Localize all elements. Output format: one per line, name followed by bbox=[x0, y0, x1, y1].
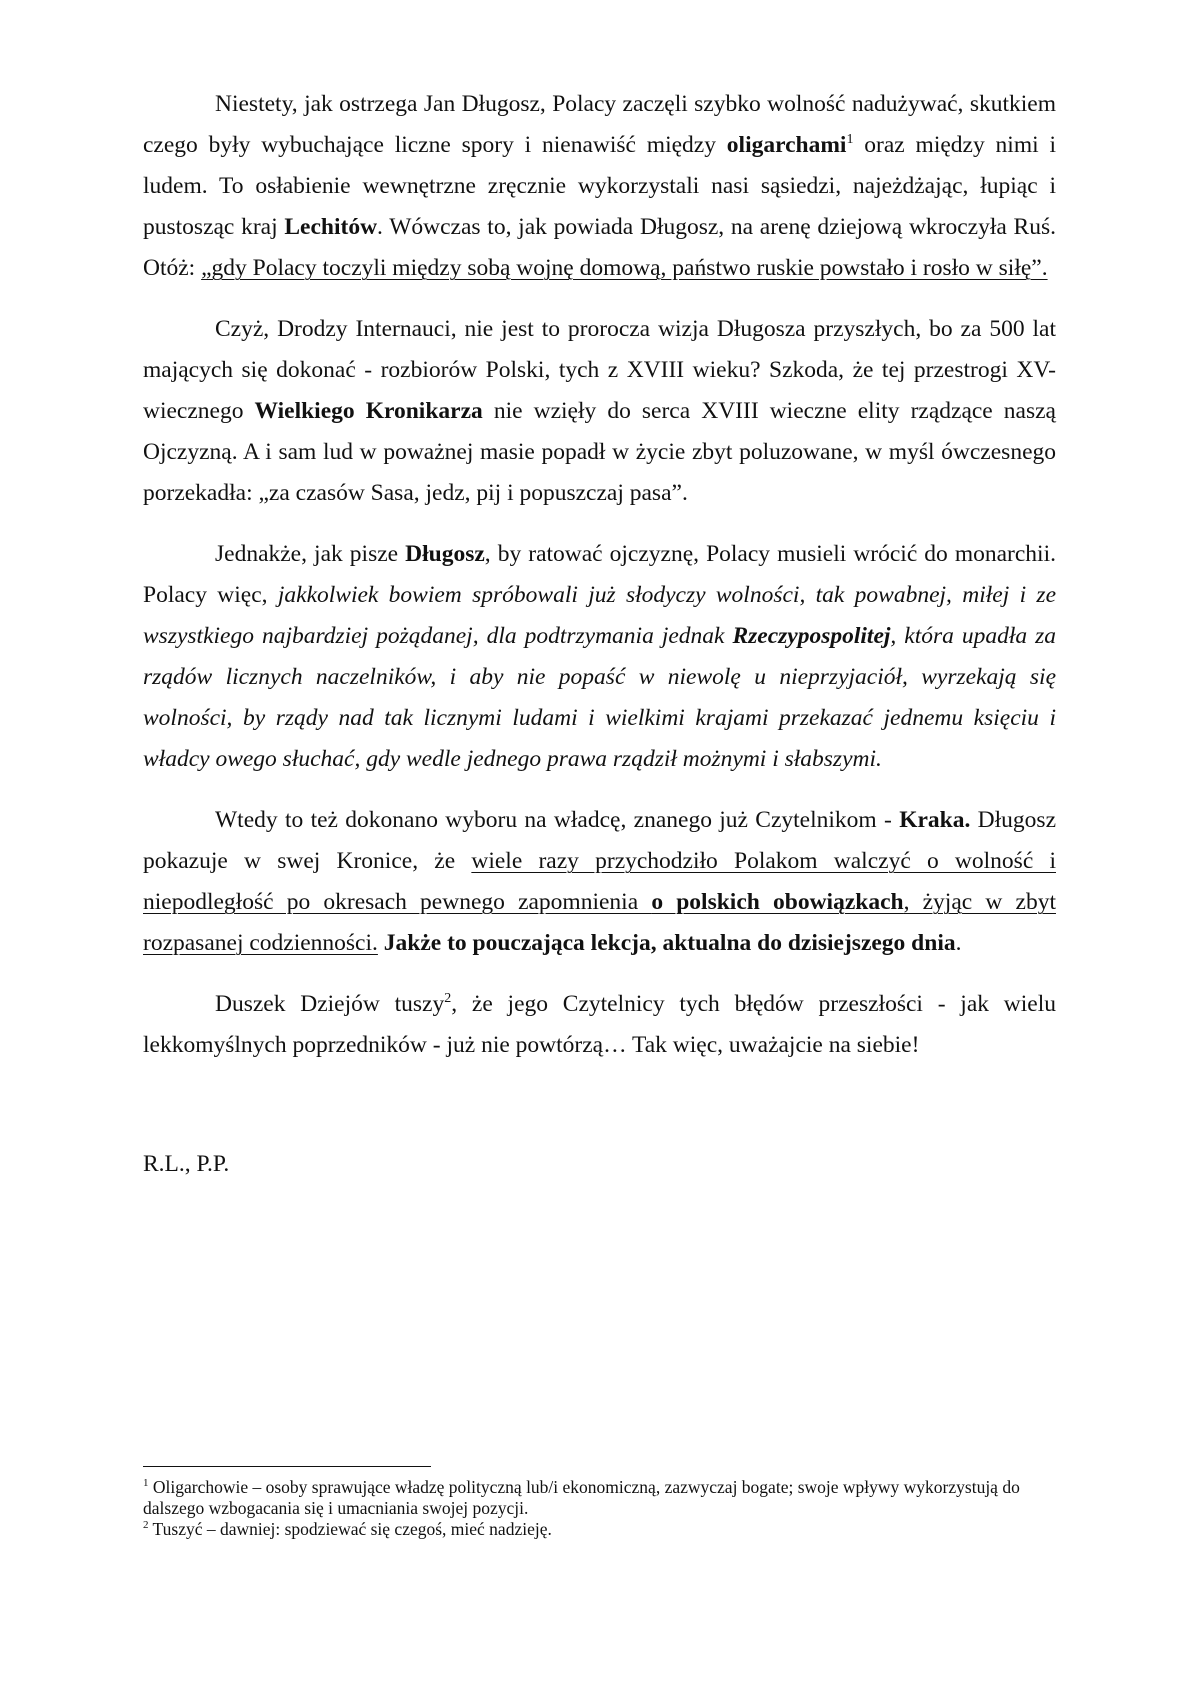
footnote-ref-2: 2 bbox=[444, 991, 452, 1007]
footnote-separator bbox=[143, 1466, 431, 1467]
footnote-mark: 1 bbox=[143, 1477, 149, 1490]
paragraph-3 bbox=[143, 534, 1056, 780]
footnote-mark: 2 bbox=[143, 1519, 149, 1532]
paragraph-1 bbox=[143, 84, 1056, 289]
footnote-text: Oligarchowie – osoby sprawujące władzę polityczną lub/i ekonomiczną, zazwyczaj bogate; swoje wpływy wykorzystują do dalszego wzbogacania się i umacniania swojej pozycji. bbox=[143, 1477, 1020, 1518]
bold-term-kronikarz: Wielkiego Kronikarza bbox=[254, 398, 483, 424]
bold-underlined-term: o polskich obowiązkach bbox=[651, 889, 904, 915]
text-run: Czyż, Drodzy Internauci, nie jest to prorocza wizja Długosza przyszłych, bo za 500 lat mających się dokonać - rozbiorów Polski, tych z XVIII wieku? Szkoda, że tej przestrogi XV-wiecznego bbox=[143, 316, 1056, 424]
bold-term-lechitow: Lechitów bbox=[284, 214, 378, 240]
bold-italic-term-rzeczypospolitej: Rzeczypospolitej bbox=[732, 623, 891, 649]
text-run: , by ratować ojczyznę, Polacy musieli wrócić do monarchii. Polacy więc, bbox=[143, 541, 1056, 608]
footnote-2 bbox=[143, 1519, 1056, 1540]
footnote-ref-1: 1 bbox=[846, 132, 854, 148]
italic-quote: jakkolwiek bowiem spróbowali już słodyczy wolności, tak powabnej, miłej i ze wszystkiego najbardziej pożądanej, dla podtrzymania jednak bbox=[143, 582, 1057, 649]
bold-term-oligarchami: oligarchami bbox=[726, 132, 847, 158]
text-run: nie wzięły do serca XVIII wieczne elity rządzące naszą Ojczyzną. A i sam lud w poważnej masie popadł w życie zbyt poluzowane, w myśl ówczesnego porzekadła: „za czasów Sasa, jedz, pij i popuszczaj pasa”. bbox=[143, 398, 1056, 506]
underlined-quote: „gdy Polacy toczyli między sobą wojnę domową, państwo ruskie powstało i rosło w siłę”. bbox=[201, 255, 1048, 281]
footnote-1 bbox=[143, 1477, 1056, 1519]
text-run: Duszek Dziejów tuszy bbox=[215, 991, 445, 1017]
underlined-text: , żyjąc w zbyt rozpasanej codzienności. bbox=[143, 889, 1056, 956]
bold-term-dlugosz: Długosz bbox=[405, 541, 485, 567]
paragraph-2 bbox=[143, 309, 1056, 514]
italic-quote: , która upadła za rządów licznych naczelników, i aby nie popaść w niewolę u nieprzyjaciół, wyrzekają się wolności, by rządy nad tak licznymi ludami i wielkimi krajami przekazać jednemu księciu i władcy owego słuchać, gdy wedle jednego prawa rządził możnymi i słabszymi. bbox=[143, 623, 1057, 772]
bold-term-kraka: Kraka. bbox=[899, 807, 971, 833]
signature: R.L., P.P. bbox=[143, 1151, 230, 1177]
text-run: Wtedy to też dokonano wyboru na władcę, znanego już Czytelnikom - bbox=[215, 807, 900, 833]
text-run: . bbox=[955, 930, 962, 956]
text-run: Jednakże, jak pisze bbox=[215, 541, 406, 567]
text-run: Niestety, jak ostrzega Jan Długosz, Polacy zaczęli szybko wolność nadużywać, skutkiem czego były wybuchające liczne spory i nienawiść między bbox=[143, 91, 1056, 158]
text-run: Długosz pokazuje w swej Kronice, że bbox=[143, 807, 1056, 874]
footnotes bbox=[143, 1477, 1056, 1540]
paragraph-4 bbox=[143, 800, 1056, 964]
underlined-text: wiele razy przychodziło Polakom walczyć o wolność i niepodległość po okresach pewnego zapomnienia bbox=[143, 848, 1056, 915]
paragraph-5 bbox=[143, 984, 1056, 1066]
text-run: oraz między nimi i ludem. To osłabienie wewnętrzne zręcznie wykorzystali nasi sąsiedzi, najeżdżając, łupiąc i pustosząc kraj bbox=[143, 132, 1056, 240]
bold-sentence-lekcja: Jakże to pouczająca lekcja, aktualna do dzisiejszego dnia bbox=[383, 930, 956, 956]
footnote-text: Tuszyć – dawniej: spodziewać się czegoś, mieć nadzieję. bbox=[148, 1519, 552, 1539]
text-run: . Wówczas to, jak powiada Długosz, na arenę dziejową wkroczyła Ruś. Otóż: bbox=[143, 214, 1056, 281]
article-body bbox=[143, 84, 1056, 1205]
text-run: , że jego Czytelnicy tych błędów przeszłości - jak wielu lekkomyślnych poprzedników - już nie powtórzą… Tak więc, uważajcie na siebie! bbox=[143, 991, 1056, 1058]
